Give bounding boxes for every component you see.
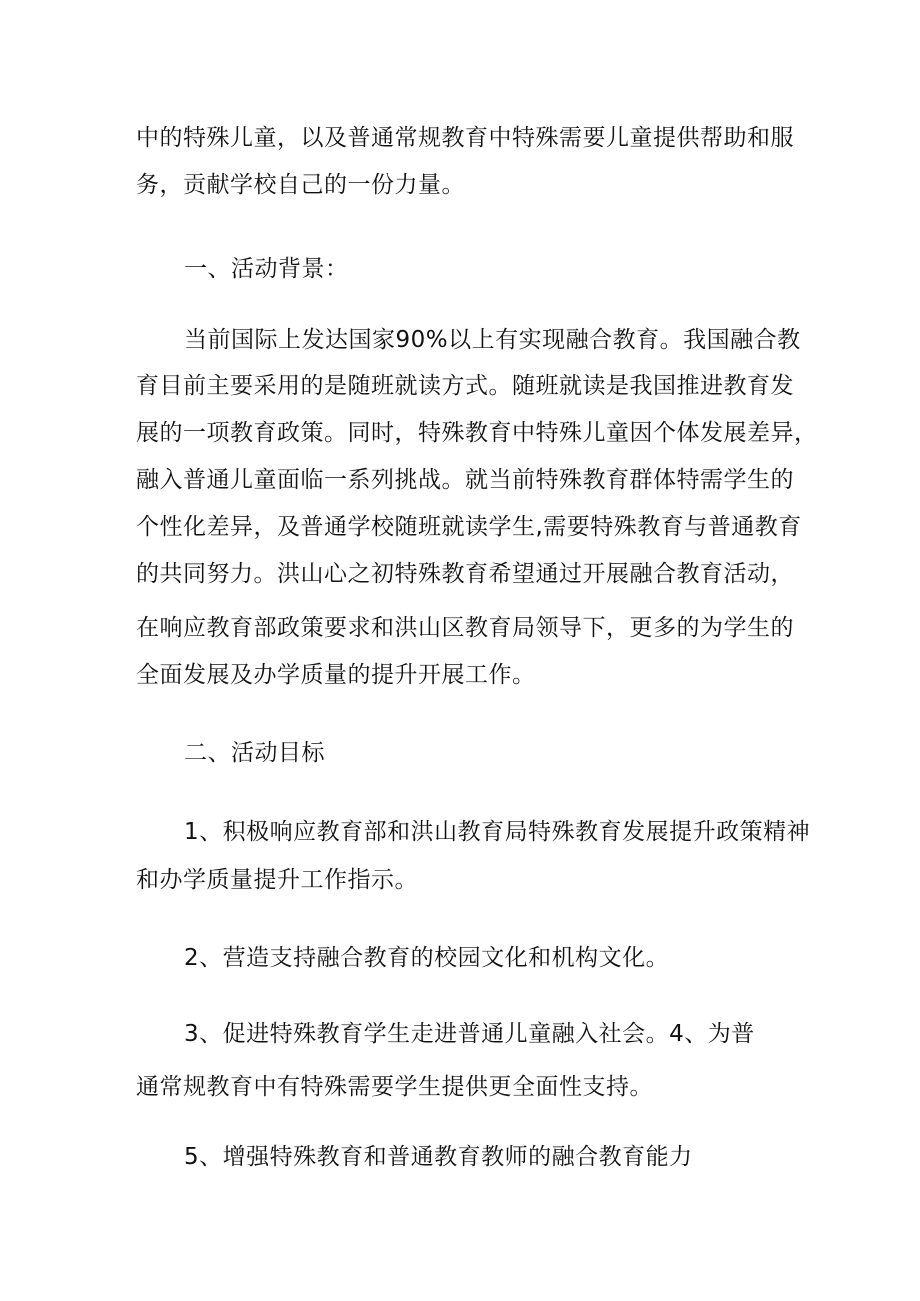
paragraph-line: 展的一项教育政策。同时，特殊教育中特殊儿童因个体发展差异， xyxy=(136,420,818,446)
paragraph-line: 当前国际上发达国家90%以上有实现融合教育。我国融合教 xyxy=(184,327,801,353)
goal-item-1-line: 和办学质量提升工作指示。 xyxy=(136,867,418,893)
paragraph-line: 个性化差异，及普通学校随班就读学生,需要特殊教育与普通教育 xyxy=(136,514,802,540)
intro-line: 中的特殊儿童，以及普通常规教育中特殊需要儿童提供帮助和服 xyxy=(136,125,794,151)
paragraph-line: 的共同努力。洪山心之初特殊教育希望通过开展融合教育活动， xyxy=(136,561,794,587)
paragraph-line: 融入普通儿童面临一系列挑战。就当前特殊教育群体特需学生的 xyxy=(136,467,794,493)
section-heading-goals: 二、活动目标 xyxy=(184,740,325,766)
section-heading-background: 一、活动背景： xyxy=(184,256,349,282)
goal-item-1-line: 1、积极响应教育部和洪山教育局特殊教育发展提升政策精神 xyxy=(184,819,811,845)
intro-line: 务，贡献学校自己的一份力量。 xyxy=(136,172,465,198)
paragraph-line: 育目前主要采用的是随班就读方式。随班就读是我国推进教育发 xyxy=(136,373,794,399)
paragraph-line: 在响应教育部政策要求和洪山区教育局领导下，更多的为学生的 xyxy=(136,615,794,641)
goal-item-3-line: 通常规教育中有特殊需要学生提供更全面性支持。 xyxy=(136,1074,653,1100)
goal-item-3-line: 3、促进特殊教育学生走进普通儿童融入社会。4、为普 xyxy=(184,1021,755,1047)
goal-item-2-line: 2、营造支持融合教育的校园文化和机构文化。 xyxy=(184,945,670,971)
goal-item-5-line: 5、增强特殊教育和普通教育教师的融合教育能力 xyxy=(184,1144,693,1170)
paragraph-line: 全面发展及办学质量的提升开展工作。 xyxy=(136,662,536,688)
